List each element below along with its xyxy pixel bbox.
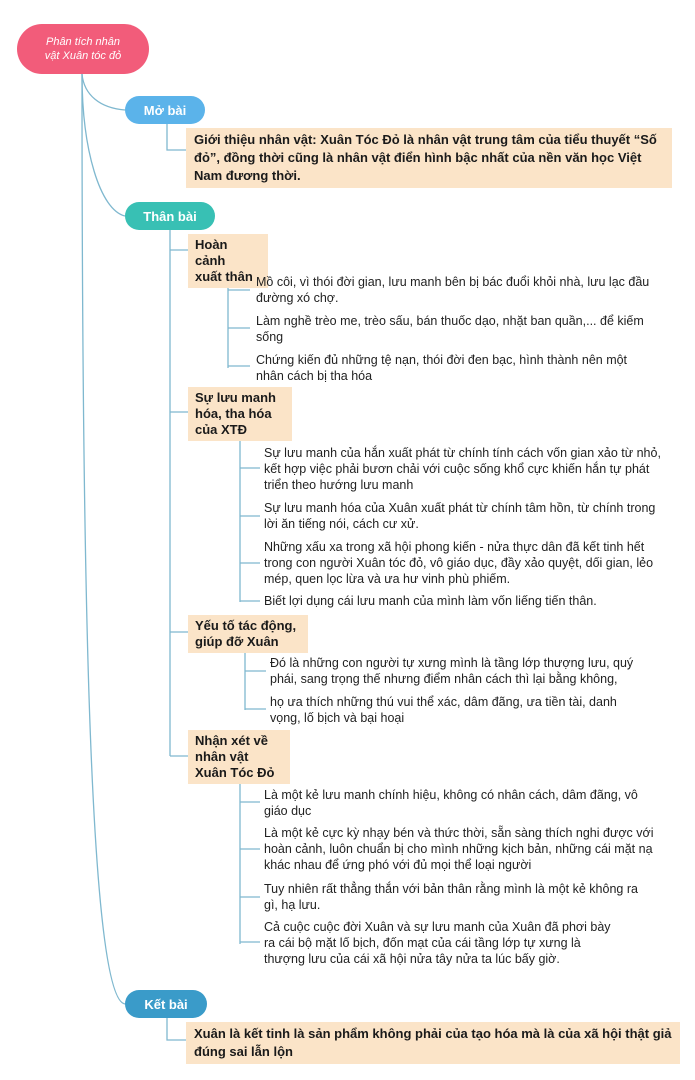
leaf-item: Sự lưu manh của hắn xuất phát từ chính tính cách vốn gian xảo từ nhỏ, kết hợp việc phải bươn chải với cuộc sống khổ cực khiến hắn tự phát triển theo hướng lưu manh bbox=[264, 446, 661, 492]
mo-bai-content: Giới thiệu nhân vật: Xuân Tóc Đỏ là nhân vật trung tâm của tiểu thuyết “Số đỏ”, đồng thời cũng là nhân vật điển hình bậc nhất của nền văn học Việt Nam đương thời. bbox=[186, 128, 672, 188]
leaf-item: Là một kẻ lưu manh chính hiệu, không có nhân cách, dâm đãng, vô giáo dục bbox=[264, 788, 638, 818]
section-title-line: xuất thân bbox=[195, 269, 253, 284]
root-node bbox=[17, 24, 149, 74]
section-title-line: giúp đỡ Xuân bbox=[195, 634, 279, 649]
section-title-line: nhân vật bbox=[195, 749, 249, 764]
section-title-line: Yếu tố tác động, bbox=[195, 618, 297, 633]
leaf-item: Sự lưu manh hóa của Xuân xuất phát từ chính tâm hồn, từ chính trong lời ăn tiếng nói, cách cư xử. bbox=[264, 501, 656, 531]
leaf-item: Mồ côi, vì thói đời gian, lưu manh bên bị bác đuổi khỏi nhà, lưu lạc đầu đường xó chợ. bbox=[256, 275, 650, 305]
leaf-item: Đó là những con người tự xưng mình là tầng lớp thượng lưu, quý phái, sang trọng thế nhưng điểm nhân cách thì lại bằng không, bbox=[270, 656, 634, 686]
section-title-line: Hoàn cảnh bbox=[195, 237, 228, 268]
section-title-line: hóa, tha hóa bbox=[195, 406, 272, 421]
section-title-line: của XTĐ bbox=[195, 422, 248, 437]
leaf-item: Chứng kiến đủ những tệ nạn, thói đời đen bạc, hình thành nên một nhân cách bị tha hóa bbox=[256, 353, 628, 383]
than-bai-node: Thân bài bbox=[125, 202, 215, 230]
ket-bai-content: Xuân là kết tinh là sản phẩm không phải của tạo hóa mà là của xã hội thật giả đúng sai lẫn lộn bbox=[186, 1022, 680, 1064]
leaf-item: họ ưa thích những thú vui thể xác, dâm đãng, ưa tiền tài, danh vọng, lố bịch và bại hoại bbox=[270, 695, 617, 725]
section-yeu-to-tac-dong bbox=[188, 615, 308, 653]
section-title-line: Xuân Tóc Đỏ bbox=[195, 765, 275, 780]
leaf-item: Tuy nhiên rất thẳng thắn với bản thân rằng mình là một kẻ không ra gì, hạ lưu. bbox=[264, 882, 638, 912]
root-title-line1: Phân tích nhân bbox=[45, 36, 120, 48]
section-title-line: Sự lưu manh bbox=[195, 390, 276, 405]
leaf-item: Biết lợi dụng cái lưu manh của mình làm vốn liếng tiến thân. bbox=[264, 594, 597, 608]
leaf-item: Làm nghề trèo me, trèo sấu, bán thuốc dạo, nhặt ban quần,... để kiếm sống bbox=[256, 314, 644, 344]
section-luu-manh-hoa bbox=[188, 387, 292, 441]
mo-bai-node: Mở bài bbox=[125, 96, 205, 124]
leaf-item: Cả cuộc cuộc đời Xuân và sự lưu manh của Xuân đã phơi bày ra cái bộ mặt lố bịch, đốn mạt của cái tầng lớp tự xưng là thượng lưu của cái xã hội nửa tây nửa ta lúc bấy giờ. bbox=[264, 920, 611, 966]
section-title-line: Nhận xét về bbox=[195, 733, 268, 748]
section-nhan-xet bbox=[188, 730, 290, 784]
leaf-item: Những xấu xa trong xã hội phong kiến - nửa thực dân đã kết tinh hết trong con người Xuân tóc đỏ, vô giáo dục, đầy xảo quyệt, dối gian, lẻo mép, quen lọc lừa và ưa hư vinh phù phiếm. bbox=[264, 540, 654, 586]
root-title-line2: vật Xuân tóc đỏ bbox=[44, 50, 122, 62]
ket-bai-node: Kết bài bbox=[125, 990, 207, 1018]
leaf-item: Là một kẻ cực kỳ nhạy bén và thức thời, sẵn sàng thích nghi được với hoàn cảnh, luôn chuẩn bị cho mình những kịch bản, những cái mặt nạ khác nhau để ứng phó với đủ mọi thể loại người bbox=[264, 826, 654, 872]
